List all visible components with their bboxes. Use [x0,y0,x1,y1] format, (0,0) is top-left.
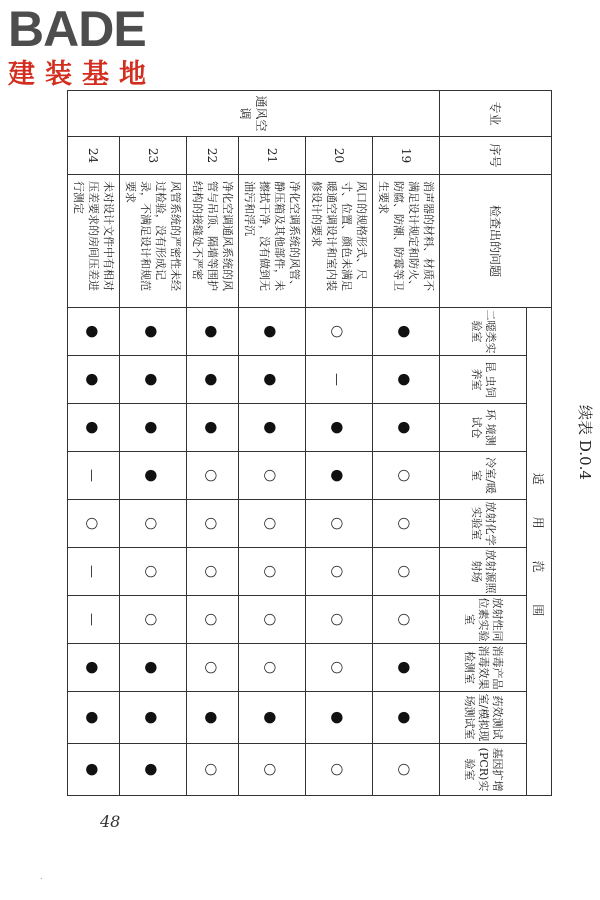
applicability-cell [120,500,187,548]
filled-circle-icon: ● [84,420,102,435]
table-row [120,91,187,796]
hollow-circle-icon: ○ [329,324,348,339]
inspection-table [67,90,552,796]
header-seq: 序号 [440,137,552,175]
applicability-cell [239,356,306,404]
applicability-cell [120,692,187,744]
applicability-cell [120,596,187,644]
applicability-cell [68,452,120,500]
column-header: 放射源照射场 [440,548,527,596]
filled-circle-icon: ● [396,372,415,387]
hollow-circle-icon: ○ [262,468,281,483]
header-row-scope [527,91,552,796]
applicability-cell [187,500,239,548]
filled-circle-icon: ● [143,710,162,725]
filled-circle-icon: ● [84,372,102,387]
hollow-circle-icon: ○ [84,516,102,531]
column-header: 药效测试室/模拟现场测试室 [440,692,527,744]
column-header: 环 境测试仓 [440,404,527,452]
hollow-circle-icon: ○ [203,612,221,627]
applicability-cell [306,596,373,644]
specialty-cell: 通风空调 [68,91,440,137]
applicability-cell [306,692,373,744]
header-scope: 适 用 范 围 [527,308,552,796]
applicability-cell [120,548,187,596]
table-row [187,91,239,796]
applicability-cell [373,404,440,452]
hollow-circle-icon: ○ [143,612,162,627]
seq-cell: 24 [68,137,120,175]
filled-circle-icon: ● [203,324,221,339]
brand-tagline: 建装基地 [8,59,156,90]
seq-cell: 19 [373,137,440,175]
hollow-circle-icon: ○ [396,516,415,531]
column-header: 基因扩增(PCR)实验室 [440,744,527,796]
hollow-circle-icon: ○ [329,660,348,675]
hollow-circle-icon: ○ [203,762,221,777]
applicability-cell [373,744,440,796]
filled-circle-icon: ● [143,372,162,387]
applicability-cell [187,356,239,404]
filled-circle-icon: ● [143,324,162,339]
header-issue: 检查出的问题 [440,175,552,308]
applicability-cell [239,308,306,356]
applicability-cell [68,356,120,404]
applicability-cell [373,308,440,356]
applicability-cell [306,308,373,356]
hollow-circle-icon: ○ [262,516,281,531]
seq-cell: 23 [120,137,187,175]
table-row [306,91,373,796]
page-number: 48 [100,812,121,831]
header-specialty: 专业 [440,91,552,137]
table-row [373,91,440,796]
hollow-circle-icon: ○ [262,762,281,777]
applicability-cell [120,308,187,356]
applicability-cell [373,596,440,644]
hollow-circle-icon: ○ [203,468,221,483]
applicability-cell [239,404,306,452]
applicability-cell [120,356,187,404]
applicability-cell [187,744,239,796]
column-header: 消毒产品消毒效果检测室 [440,644,527,692]
applicability-cell [187,308,239,356]
applicability-cell [239,744,306,796]
applicability-cell [239,452,306,500]
hollow-circle-icon: ○ [329,762,348,777]
applicability-cell [187,452,239,500]
issue-cell: 消声器的材料、材质不满足设计规定和防火、防腐、防潮、防霉等卫生要求 [373,175,440,308]
filled-circle-icon: ● [396,324,415,339]
rotated-table-frame [72,90,594,795]
applicability-cell [373,548,440,596]
applicability-cell [120,452,187,500]
applicability-cell [306,356,373,404]
dash-icon: — [84,469,99,482]
filled-circle-icon: ● [262,372,281,387]
filled-circle-icon: ● [396,660,415,675]
issue-cell: 净化空调系统的风管、静压箱及其他部件，未擦拭干净，没有做到无油污和浮沉 [239,175,306,308]
applicability-cell [68,404,120,452]
filled-circle-icon: ● [262,710,281,725]
applicability-cell [373,692,440,744]
hollow-circle-icon: ○ [329,516,348,531]
applicability-cell [187,596,239,644]
applicability-cell [68,744,120,796]
table-row [68,91,120,796]
filled-circle-icon: ● [143,420,162,435]
hollow-circle-icon: ○ [203,660,221,675]
footer-mark: . [40,872,43,882]
applicability-cell [120,404,187,452]
applicability-cell [306,744,373,796]
filled-circle-icon: ● [84,324,102,339]
hollow-circle-icon: ○ [203,516,221,531]
applicability-cell [239,596,306,644]
applicability-cell [306,404,373,452]
applicability-cell [239,500,306,548]
column-header: 二噁类实验室 [440,308,527,356]
filled-circle-icon: ● [262,420,281,435]
filled-circle-icon: ● [203,710,221,725]
applicability-cell [68,500,120,548]
filled-circle-icon: ● [329,710,348,725]
seq-cell: 22 [187,137,239,175]
applicability-cell [239,692,306,744]
applicability-cell [306,644,373,692]
column-header: 冷室/暖室 [440,452,527,500]
brand-logo [8,1,183,92]
issue-cell: 风口的规格形式、尺寸、位置、颜色未满足暖通空调设计和室内装修设计的要求 [306,175,373,308]
applicability-cell [373,452,440,500]
hollow-circle-icon: ○ [143,516,162,531]
applicability-cell [187,548,239,596]
filled-circle-icon: ● [262,324,281,339]
applicability-cell [120,744,187,796]
hollow-circle-icon: ○ [262,564,281,579]
applicability-cell [68,548,120,596]
column-header: 放射性同位素实验室 [440,596,527,644]
dash-icon: — [329,373,345,386]
issue-cell: 净化空调通风系统的风管与吊顶、隔墙等围护结构的接缝处不严密 [187,175,239,308]
hollow-circle-icon: ○ [396,762,415,777]
applicability-cell [68,308,120,356]
filled-circle-icon: ● [329,420,348,435]
applicability-cell [306,548,373,596]
applicability-cell [68,596,120,644]
filled-circle-icon: ● [143,468,162,483]
applicability-cell [239,644,306,692]
hollow-circle-icon: ○ [143,564,162,579]
hollow-circle-icon: ○ [396,612,415,627]
hollow-circle-icon: ○ [396,468,415,483]
filled-circle-icon: ● [84,762,102,777]
filled-circle-icon: ● [84,660,102,675]
applicability-cell [373,356,440,404]
column-header: 放射化学实验室 [440,500,527,548]
filled-circle-icon: ● [203,372,221,387]
issue-cell: 风管系统的严密性未经过检验，没有形成记录，不满足设计和规范要求 [120,175,187,308]
filled-circle-icon: ● [396,420,415,435]
dash-icon: — [84,565,99,578]
filled-circle-icon: ● [84,710,102,725]
hollow-circle-icon: ○ [262,612,281,627]
applicability-cell [187,404,239,452]
filled-circle-icon: ● [143,762,162,777]
applicability-cell [373,500,440,548]
filled-circle-icon: ● [329,468,348,483]
table-row [239,91,306,796]
applicability-cell [373,644,440,692]
hollow-circle-icon: ○ [329,612,348,627]
column-header: 昆 虫饲养室 [440,356,527,404]
seq-cell: 21 [239,137,306,175]
filled-circle-icon: ● [203,420,221,435]
filled-circle-icon: ● [396,710,415,725]
hollow-circle-icon: ○ [262,660,281,675]
applicability-cell [239,548,306,596]
applicability-cell [187,644,239,692]
applicability-cell [68,692,120,744]
dash-icon: — [84,613,99,626]
brand-name: BADE [8,1,146,57]
applicability-cell [306,500,373,548]
issue-cell: 未对设计文件中有相对压差要求的房间压差进行测定 [68,175,120,308]
seq-cell: 20 [306,137,373,175]
table-caption: 续表 D.0.4 [576,405,594,480]
filled-circle-icon: ● [143,660,162,675]
hollow-circle-icon: ○ [203,564,221,579]
applicability-cell [187,692,239,744]
applicability-cell [306,452,373,500]
applicability-cell [120,644,187,692]
applicability-cell [68,644,120,692]
hollow-circle-icon: ○ [329,564,348,579]
hollow-circle-icon: ○ [396,564,415,579]
